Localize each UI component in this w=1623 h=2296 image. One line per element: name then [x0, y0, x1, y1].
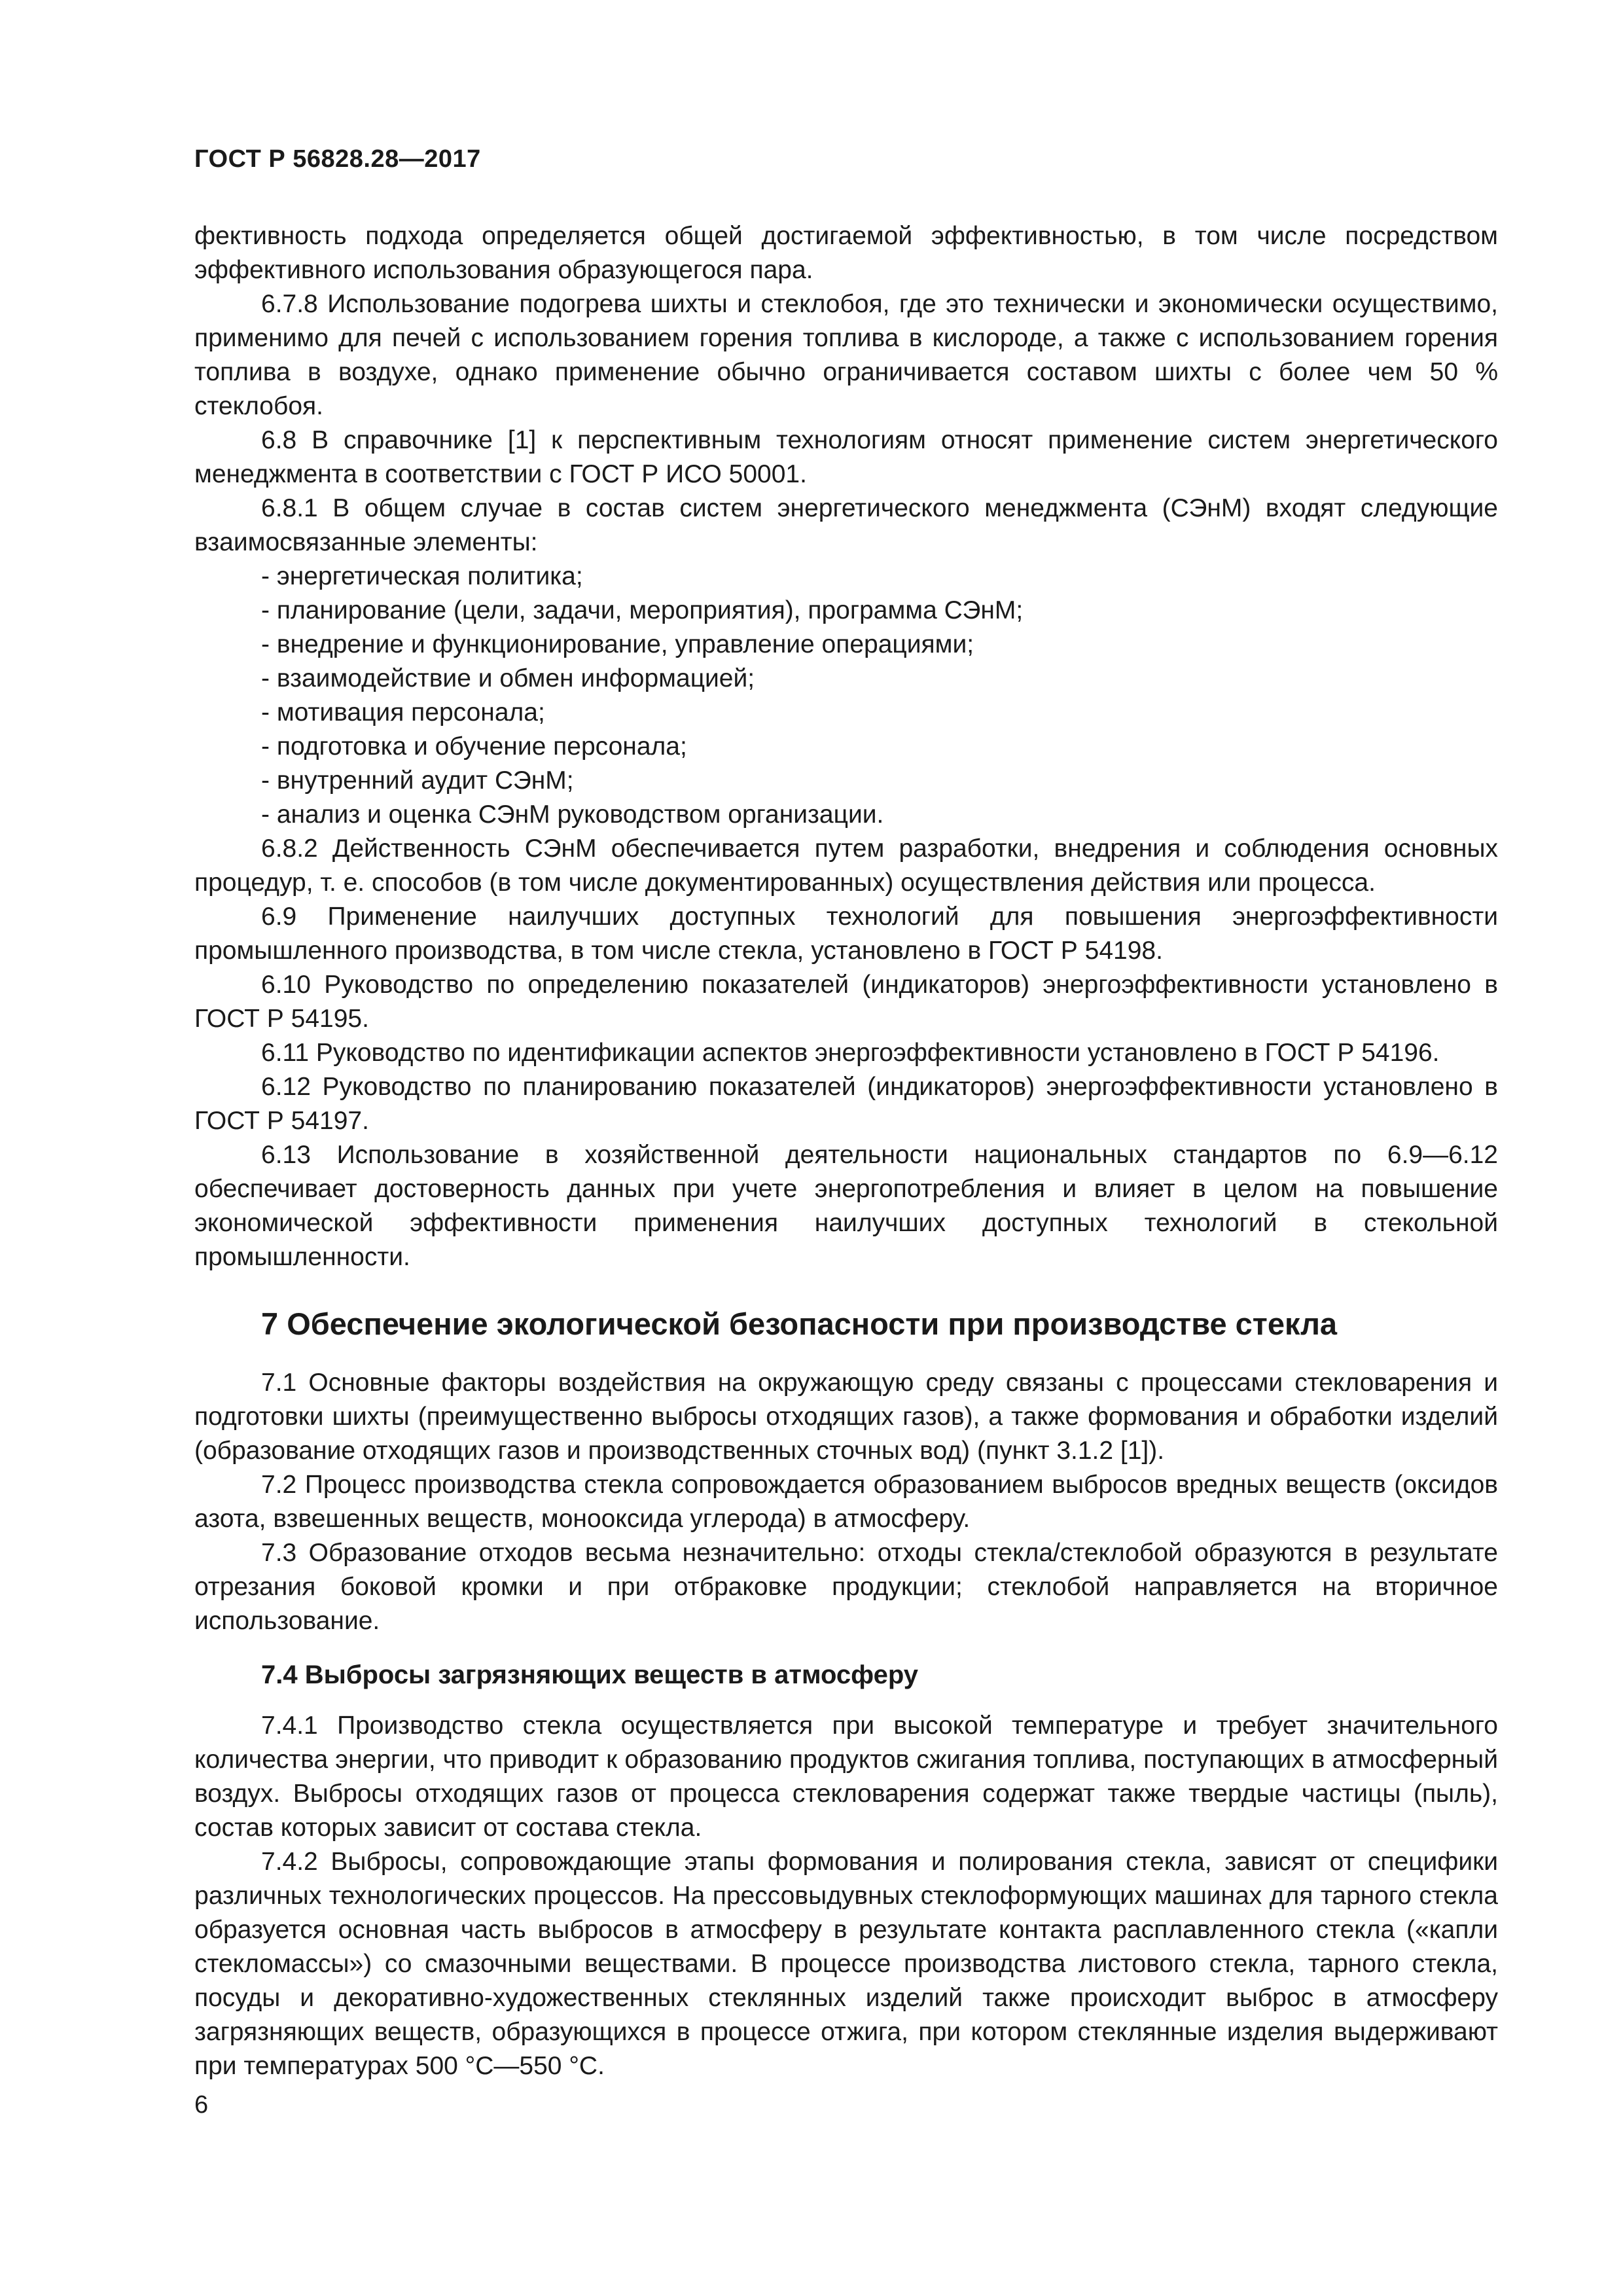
paragraph-7-4-1: 7.4.1 Производство стекла осуществляется при высокой температуре и требует значительного количества энергии, что приводит к образованию продуктов сжигания топлива, поступающих в атмосферный воздух. Выбросы отходящих газов от процесса стекловарения содержат также твердые частицы (пыль), состав которых зависит от состава стекла.: [194, 1712, 1498, 1842]
section-7-4-title: 7.4 Выбросы загрязняющих веществ в атмосферу: [261, 1660, 919, 1689]
paragraph-6-8-1: 6.8.1 В общем случае в состав систем энергетического менеджмента (СЭнМ) входят следующие взаимосвязанные элементы:: [194, 494, 1498, 556]
page-body: [194, 219, 1498, 2083]
list-item: - мотивация персонала;: [261, 698, 545, 726]
paragraph-6-10: 6.10 Руководство по определению показателей (индикаторов) энергоэффективности установлено в ГОСТ Р 54195.: [194, 971, 1498, 1033]
list-item: - взаимодействие и обмен информацией;: [261, 664, 755, 692]
page-number: 6: [194, 2091, 209, 2119]
paragraph-6-13: 6.13 Использование в хозяйственной деятельности национальных стандартов по 6.9—6.12 обеспечивает достоверность данных при учете энергопотребления и влияет в целом на повышение экономической эффективности применения наилучших доступных технологий в стекольной промышленности.: [194, 1141, 1498, 1271]
list-item: - анализ и оценка СЭнМ руководством организации.: [261, 800, 884, 829]
list-item: - подготовка и обучение персонала;: [261, 732, 687, 761]
paragraph-7-2: 7.2 Процесс производства стекла сопровождается образованием выбросов вредных веществ (оксидов азота, взвешенных веществ, монооксида углерода) в атмосферу.: [194, 1471, 1498, 1533]
ems-elements-list: [194, 560, 1498, 832]
paragraph-7-1: 7.1 Основные факторы воздействия на окружающую среду связаны с процессами стекловарения и подготовки шихты (преимущественно выбросы отходящих газов), а также формования и обработки изделий (образование отходящих газов и производственных сточных вод) (пункт 3.1.2 [1]).: [194, 1369, 1498, 1465]
list-item: - планирование (цели, задачи, мероприятия), программа СЭнМ;: [261, 596, 1024, 624]
paragraph-6-12: 6.12 Руководство по планированию показателей (индикаторов) энергоэффективности установлено в ГОСТ Р 54197.: [194, 1073, 1498, 1135]
list-item: - внутренний аудит СЭнМ;: [261, 766, 574, 795]
paragraph-7-4-2: 7.4.2 Выбросы, сопровождающие этапы формования и полирования стекла, зависят от специфики различных технологических процессов. На прессовыдувных стеклоформующих машинах для тарного стекла образуется основная часть выбросов в атмосферу в результате контакта расплавленного стекла («капли стекломассы») со смазочными веществами. В процессе производства листового стекла, тарного стекла, посуды и декоративно-художественных стеклянных изделий также происходит выброс в атмосферу загрязняющих веществ, образующихся в процессе отжига, при котором стеклянные изделия выдерживают при температурах 500 °С—550 °С.: [194, 1848, 1498, 2080]
paragraph-7-3: 7.3 Образование отходов весьма незначительно: отходы стекла/стеклобой образуются в результате отрезания боковой кромки и при отбраковке продукции; стеклобой направляется на вторичное использование.: [194, 1539, 1498, 1635]
list-item: - внедрение и функционирование, управление операциями;: [261, 630, 974, 658]
paragraph-6-8: 6.8 В справочнике [1] к перспективным технологиям относят применение систем энергетического менеджмента в соответствии с ГОСТ Р ИСО 50001.: [194, 426, 1498, 488]
paragraph-6-9: 6.9 Применение наилучших доступных технологий для повышения энергоэффективности промышленного производства, в том числе стекла, установлено в ГОСТ Р 54198.: [194, 903, 1498, 965]
paragraph-6-11: 6.11 Руководство по идентификации аспектов энергоэффективности установлено в ГОСТ Р 54196.: [261, 1039, 1440, 1067]
section-7-title: 7 Обеспечение экологической безопасности при производстве стекла: [261, 1306, 1338, 1341]
paragraph: фективность подхода определяется общей достигаемой эффективностью, в том числе посредством эффективного использования образующегося пара.: [194, 222, 1498, 284]
paragraph-6-8-2: 6.8.2 Действенность СЭнМ обеспечивается путем разработки, внедрения и соблюдения основных процедур, т. е. способов (в том числе документированных) осуществления действия или процесса.: [194, 834, 1498, 897]
paragraph-6-7-8: 6.7.8 Использование подогрева шихты и стеклобоя, где это технически и экономически осуществимо, применимо для печей с использованием горения топлива в кислороде, а также с использованием горения топлива в воздухе, однако применение обычно ограничивается составом шихты с более чем 50 % стеклобоя.: [194, 290, 1498, 420]
document-code-header: ГОСТ Р 56828.28—2017: [194, 145, 481, 173]
list-item: - энергетическая политика;: [261, 562, 583, 590]
